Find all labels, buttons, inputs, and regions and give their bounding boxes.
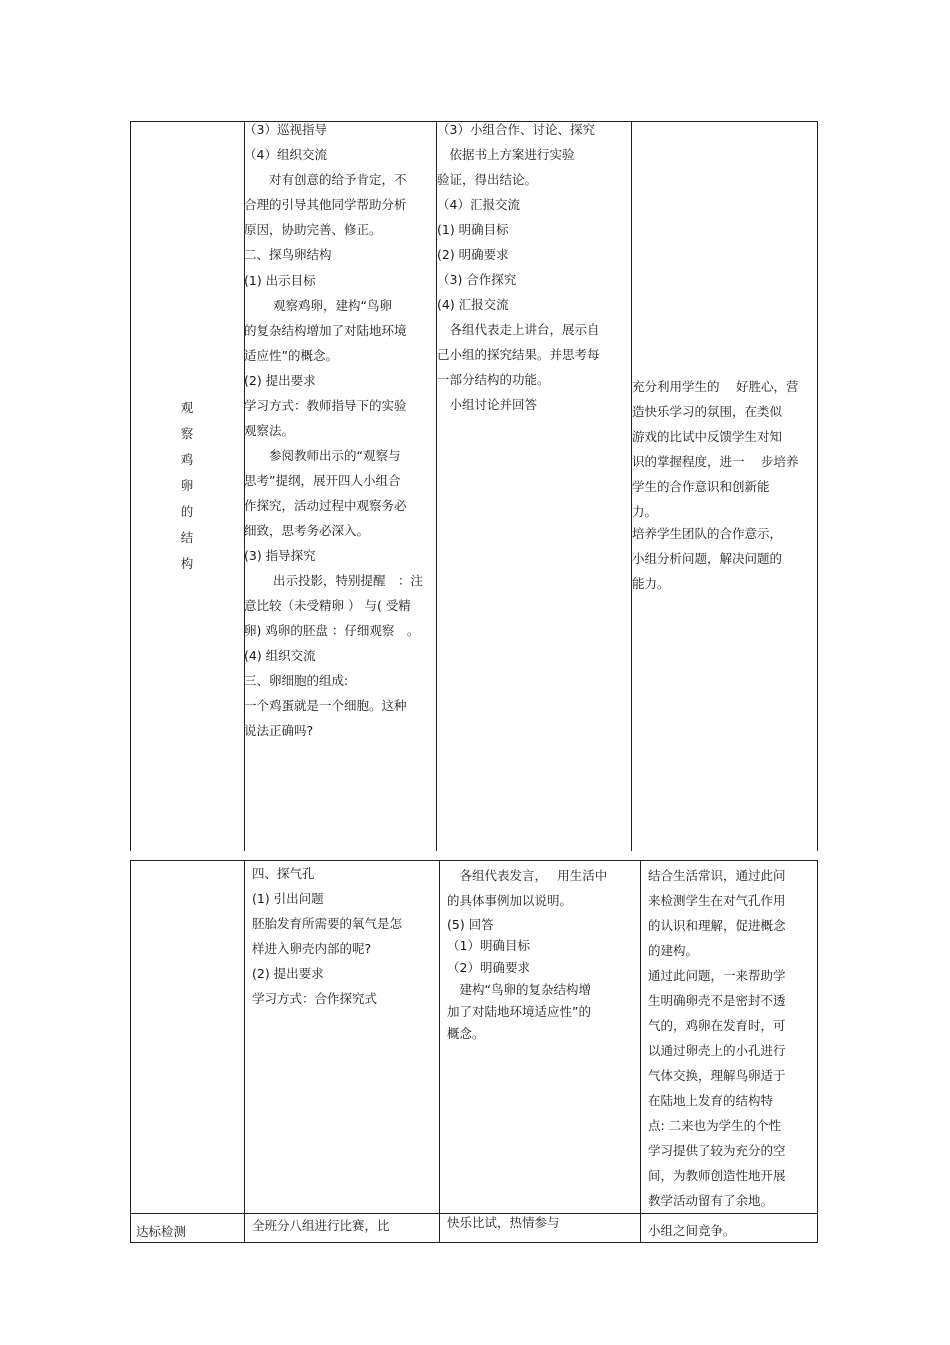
teacher-line: (4) 组织交流 <box>244 648 316 663</box>
intent-line: 通过此问题，一来帮助学 <box>648 968 786 983</box>
teacher-line: 观察鸡卵，建构“鸟卵 <box>244 298 392 313</box>
intent-line: 间，为教师创造性地开展 <box>648 1168 786 1183</box>
teacher-line: 的复杂结构增加了对陆地环境 <box>244 323 407 338</box>
teacher-line: (1) 出示目标 <box>244 273 316 288</box>
intent-line: 的建构。 <box>648 943 699 958</box>
teacher-line: 参阅教师出示的“观察与 <box>244 448 401 463</box>
intent-line: 充分利用学生的 好胜心，营 <box>632 379 799 394</box>
teacher-line: 卵) 鸡卵的胚盘 ：仔细观察 。 <box>244 623 420 638</box>
table2-left-border <box>130 860 131 1243</box>
teacher-line: 四、探气孔 <box>252 866 315 881</box>
student-line: （4）汇报交流 <box>437 197 520 212</box>
student-line: （2）明确要求 <box>447 960 530 975</box>
intent-line: 培养学生团队的合作意示， <box>632 526 783 541</box>
teacher-line: 学习方式：教师指导下的实验 <box>244 398 407 413</box>
stage-char: 结 <box>180 530 194 545</box>
table1-stage-cell <box>130 398 244 578</box>
student-line: 小组讨论并回答 <box>437 397 538 412</box>
teacher-line: (1) 引出问题 <box>252 891 324 906</box>
table2-intent-cell <box>648 866 816 1211</box>
table2-teacher-cell <box>252 864 436 1024</box>
table2-bottom-border <box>130 1242 818 1243</box>
student-line: （3) 合作探究 <box>437 272 517 287</box>
stage-char: 的 <box>180 504 194 519</box>
intent-line: 的认识和理解，促进概念 <box>648 918 786 933</box>
student-line: 加了对陆地环境适应性”的 <box>447 1004 591 1019</box>
student-line: 各组代表走上讲台，展示自 <box>437 322 600 337</box>
student-line: （3）小组合作、讨论、探究 <box>437 122 595 137</box>
intent-line: 识的掌握程度，进一 步培养 <box>632 454 799 469</box>
intent-line: 在陆地上发育的结构特 <box>648 1093 774 1108</box>
stage-char: 观 <box>180 400 194 415</box>
intent-line: 教学活动留有了余地。 <box>648 1193 774 1208</box>
student-line: 己小组的探究结果。并思考每 <box>437 347 600 362</box>
teacher-line: 合理的引导其他同学帮助分析 <box>244 197 407 212</box>
intent-line: 以通过卵壳上的小孔进行 <box>648 1043 786 1058</box>
intent-line: 点: 二来也为学生的个性 <box>648 1118 782 1133</box>
intent-line: 造快乐学习的氛围，在类似 <box>632 404 783 419</box>
table1-right-border <box>817 121 818 851</box>
teacher-line: 说法正确吗? <box>244 723 314 738</box>
intent-line: 学生的合作意识和创新能 <box>632 479 770 494</box>
teacher-line: 细致，思考务必深入。 <box>244 523 370 538</box>
intent-line: 来检测学生在对气孔作用 <box>648 893 786 908</box>
student-line: 建构“鸟卵的复杂结构增 <box>447 982 591 997</box>
table1-intent-cell <box>632 377 816 607</box>
student-line: （1）明确目标 <box>447 938 530 953</box>
teacher-line: 出示投影，特别提醒 ：注 <box>244 573 423 588</box>
teacher-line: 样进入卵壳内部的呢? <box>252 941 372 956</box>
teacher-line: 意比较（未受精卵 ） 与( 受精 <box>244 598 411 613</box>
intent-line: 小组分析问题，解决问题的 <box>632 551 783 566</box>
stage-char: 鸡 <box>180 452 194 467</box>
student-line: (5) 回答 <box>447 917 494 932</box>
student-line: 概念。 <box>447 1026 485 1041</box>
teacher-line: 三、卵细胞的组成: <box>244 673 349 688</box>
intent-line: 力。 <box>632 504 658 519</box>
student-line: (2) 明确要求 <box>437 247 509 262</box>
teacher-line: (2) 提出要求 <box>244 373 316 388</box>
stage-char: 察 <box>180 426 194 441</box>
table2-col-divider-3 <box>640 860 641 1243</box>
teacher-line: 对有创意的给予肯定，不 <box>244 172 407 187</box>
teacher-line: （4）组织交流 <box>244 147 327 162</box>
table2-top-border <box>130 860 818 861</box>
table2-row2-intent-cell <box>648 1221 816 1241</box>
student-line: 的具体事例加以说明。 <box>447 893 573 908</box>
table2-stage-cell <box>136 1222 240 1240</box>
student-line: 依据书上方案进行实验 <box>437 147 575 162</box>
teacher-line: 一个鸡蛋就是一个细胞。这种 <box>244 698 407 713</box>
table2-col-divider-2 <box>439 860 440 1243</box>
teacher-line: 二、探鸟卵结构 <box>244 247 332 262</box>
student-line: 各组代表发言， 用生活中 <box>447 868 608 883</box>
table1-student-cell <box>437 120 629 440</box>
teacher-line: 学习方式：合作探究式 <box>252 991 378 1006</box>
table2-row2-teacher-cell <box>252 1216 436 1236</box>
intent-line: 游戏的比试中反馈学生对知 <box>632 429 783 444</box>
table2-row2-student-cell <box>447 1213 637 1233</box>
teacher-line: 观察法。 <box>244 423 295 438</box>
table2-student-cell <box>447 866 637 1046</box>
stage-char: 构 <box>180 556 194 571</box>
teacher-line: 全班分八组进行比赛，比 <box>252 1218 390 1233</box>
table1-teacher-cell <box>244 120 434 840</box>
stage-label: 达标检测 <box>136 1224 187 1239</box>
teacher-line: （3）巡视指导 <box>244 122 327 137</box>
intent-line: 结合生活常识，通过此问 <box>648 868 786 883</box>
teacher-line: 作探究，活动过程中观察务必 <box>244 498 407 513</box>
student-line: 快乐比试，热情参与 <box>447 1215 560 1230</box>
teacher-line: 胚胎发育所需要的氧气是怎 <box>252 916 403 931</box>
teacher-line: 原因，协助完善、修正。 <box>244 222 382 237</box>
teacher-line: 思考”提纲，展开四人小组合 <box>244 473 401 488</box>
intent-line: 生明确卵壳不是密封不透 <box>648 993 786 1008</box>
teacher-line: (2) 提出要求 <box>252 966 324 981</box>
student-line: 一部分结构的功能。 <box>437 372 550 387</box>
student-line: (4) 汇报交流 <box>437 297 509 312</box>
teacher-line: (3) 指导探究 <box>244 548 316 563</box>
intent-line: 小组之间竞争。 <box>648 1223 736 1238</box>
intent-line: 学习提供了较为充分的空 <box>648 1143 786 1158</box>
intent-line: 气的，鸡卵在发育时，可 <box>648 1018 786 1033</box>
table2-col-divider-1 <box>244 860 245 1243</box>
table2-right-border <box>817 860 818 1243</box>
intent-line: 气体交换，理解鸟卵适于 <box>648 1068 786 1083</box>
teacher-line: 适应性”的概念。 <box>244 348 338 363</box>
stage-char: 卵 <box>180 478 194 493</box>
intent-line: 能力。 <box>632 576 670 591</box>
student-line: (1) 明确目标 <box>437 222 509 237</box>
student-line: 验证，得出结论。 <box>437 172 538 187</box>
